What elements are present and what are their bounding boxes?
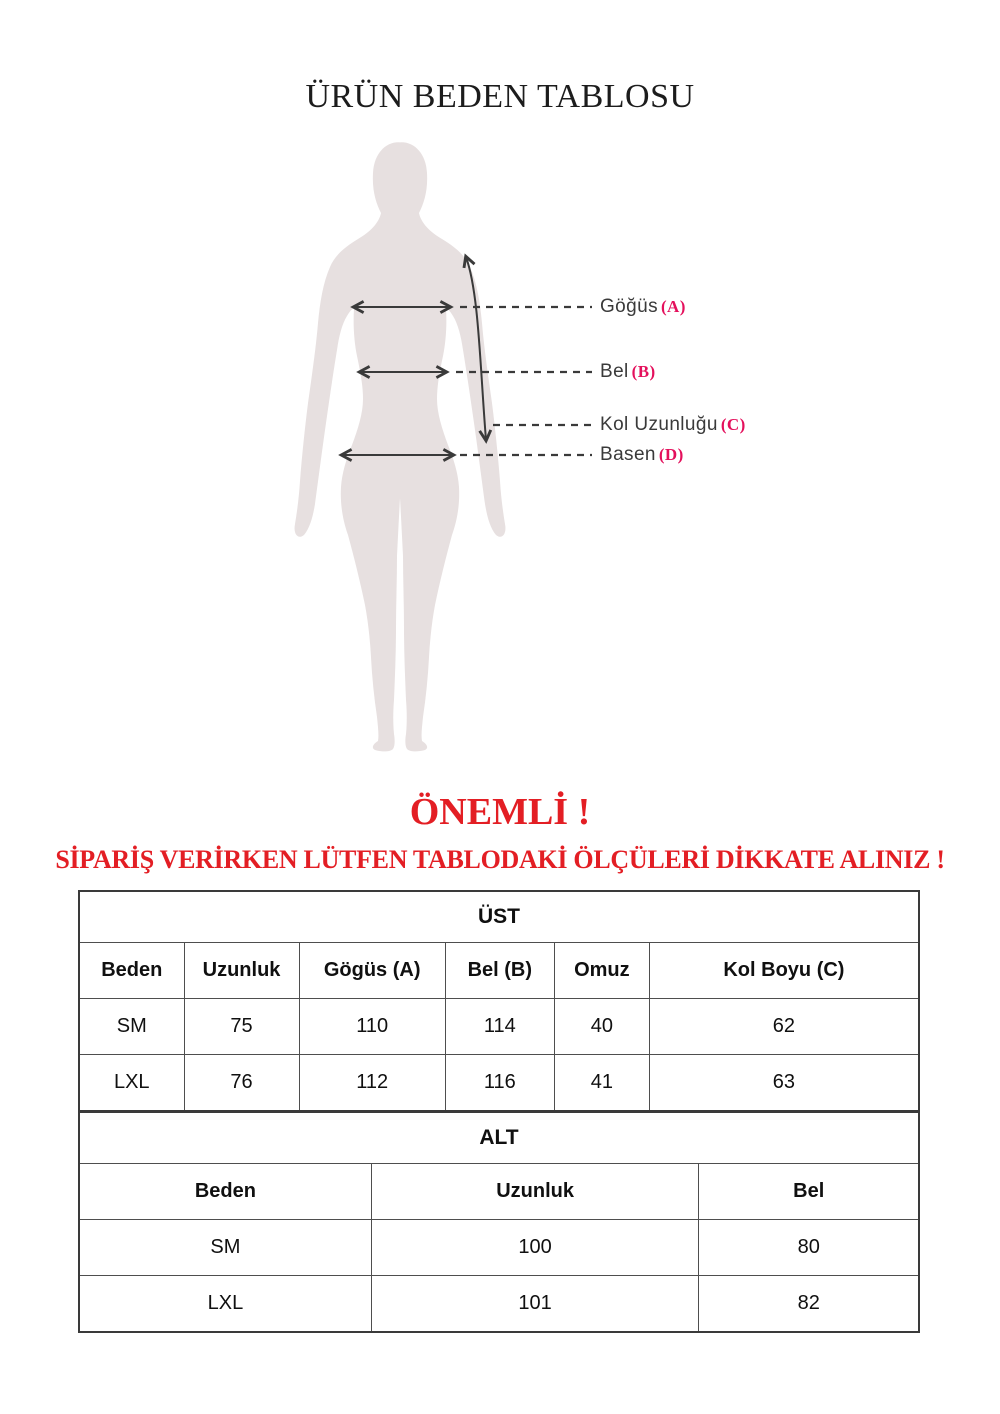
- measure-label-text: Kol Uzunluğu: [600, 414, 718, 435]
- header-cell: Omuz: [554, 943, 649, 999]
- data-cell: 62: [649, 999, 919, 1055]
- data-cell: 116: [445, 1055, 554, 1112]
- measure-label-text: Bel: [600, 361, 629, 382]
- size-table-bottom: [78, 1111, 920, 1333]
- warning-message: SİPARİŞ VERİRKEN LÜTFEN TABLODAKİ ÖLÇÜLERİ DİKKATE ALINIZ !: [55, 845, 945, 874]
- data-cell: SM: [79, 999, 184, 1055]
- header-cell: Gögüs (A): [299, 943, 445, 999]
- data-cell: 41: [554, 1055, 649, 1112]
- table-section-title: ALT: [79, 1112, 919, 1164]
- measure-label-arm-length: [600, 414, 746, 436]
- header-cell: Uzunluk: [184, 943, 299, 999]
- measure-label-text: Basen: [600, 444, 656, 465]
- table-row: [79, 1220, 919, 1276]
- data-cell: 82: [699, 1276, 919, 1333]
- data-cell: 80: [699, 1220, 919, 1276]
- data-cell: 112: [299, 1055, 445, 1112]
- data-cell: 110: [299, 999, 445, 1055]
- measure-label-hip: [600, 444, 684, 466]
- data-cell: 75: [184, 999, 299, 1055]
- header-cell: Bel: [699, 1164, 919, 1220]
- data-cell: 63: [649, 1055, 919, 1112]
- data-cell: LXL: [79, 1055, 184, 1112]
- measure-label-waist: [600, 361, 656, 383]
- header-cell: Beden: [79, 943, 184, 999]
- table-section-title: ÜST: [79, 891, 919, 943]
- warning-heading: ÖNEMLİ !: [409, 791, 591, 833]
- data-cell: LXL: [79, 1276, 371, 1333]
- size-tables: [78, 890, 920, 1333]
- page-title: ÜRÜN BEDEN TABLOSU: [305, 78, 695, 115]
- table-row: [79, 1276, 919, 1333]
- female-silhouette: [295, 142, 506, 751]
- header-cell: Beden: [79, 1164, 371, 1220]
- header-cell: Bel (B): [445, 943, 554, 999]
- data-cell: 100: [371, 1220, 699, 1276]
- table-header-row: [79, 1164, 919, 1220]
- table-row: [79, 999, 919, 1055]
- measure-code: (B): [631, 362, 656, 381]
- size-table-top: [78, 890, 920, 1112]
- data-cell: 114: [445, 999, 554, 1055]
- data-cell: 76: [184, 1055, 299, 1112]
- table-header-row: [79, 943, 919, 999]
- table-section-row: [79, 891, 919, 943]
- data-cell: 40: [554, 999, 649, 1055]
- table-row: [79, 1055, 919, 1112]
- header-cell: Kol Boyu (C): [649, 943, 919, 999]
- measure-label-chest: [600, 296, 686, 318]
- measure-code: (D): [658, 445, 684, 464]
- measure-code: (C): [720, 415, 746, 434]
- table-section-row: [79, 1112, 919, 1164]
- data-cell: 101: [371, 1276, 699, 1333]
- header-cell: Uzunluk: [371, 1164, 699, 1220]
- measure-code: (A): [660, 297, 686, 316]
- measure-label-text: Göğüs: [600, 296, 658, 317]
- data-cell: SM: [79, 1220, 371, 1276]
